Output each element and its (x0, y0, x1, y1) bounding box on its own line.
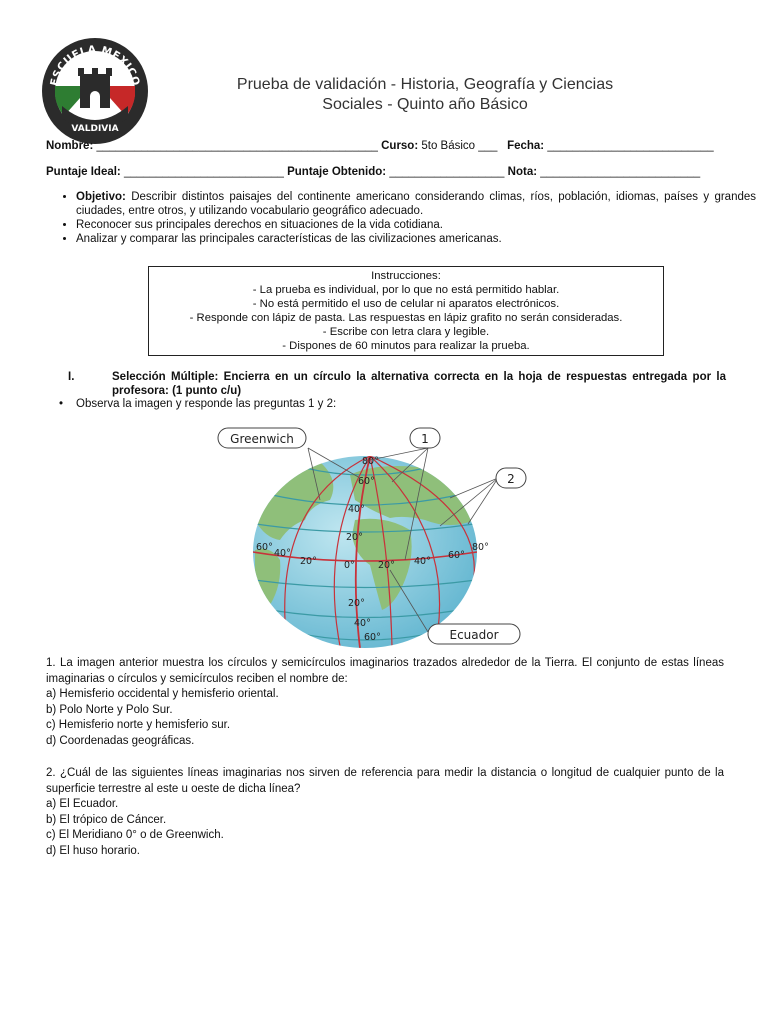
curso-label: Curso: (381, 140, 419, 152)
objective-text: Reconocer sus principales derechos en situaciones de la vida cotidiana. (76, 219, 443, 231)
logo-bottom-text: VALDIVIA (71, 124, 119, 134)
puntaje-ideal-field[interactable]: _________________________ (123, 166, 284, 178)
observe-instruction (46, 398, 726, 410)
page-title-line1: Prueba de validación - Historia, Geografía y Ciencias (236, 76, 614, 93)
lon-label: 0° (344, 560, 355, 571)
globe-figure (210, 420, 540, 650)
nombre-label: Nombre: (46, 140, 94, 152)
lon-label: 60° (256, 542, 273, 553)
answer-option[interactable]: d) Coordenadas geográficas. (46, 734, 195, 747)
question-stem: 1. La imagen anterior muestra los círculos y semicírculos imaginarios trazados alrededor de la Tierra. El conjunto de estas líneas imaginarias o círculos y semicírculos reciben el nombre de: (46, 657, 724, 685)
lon-label: 20° (300, 556, 317, 567)
answer-option[interactable]: c) Hemisferio norte y hemisferio sur. (46, 719, 231, 732)
answer-option[interactable]: a) El Ecuador. (46, 798, 119, 811)
lat-label: 40° (354, 618, 371, 629)
nombre-field[interactable]: ____________________________________________ (96, 140, 378, 152)
page-title-line2: Sociales - Quinto año Básico (322, 96, 528, 113)
question-stem: 2. ¿Cuál de las siguientes líneas imaginarias nos sirven de referencia para medir la distancia o longitud de cualquier punto de la superficie terrestre al este u oeste de dicha línea? (46, 767, 724, 795)
objective-item (76, 190, 756, 218)
objective-item (76, 232, 756, 246)
logo-year: 1890 (83, 111, 107, 120)
ecuador-callout (428, 624, 520, 644)
instruction-item: - No está permitido el uso de celular ni aparatos electrónicos. (252, 298, 560, 310)
lat-label: 20° (348, 598, 365, 609)
lat-label: 60° (364, 632, 381, 643)
answer-option[interactable]: a) Hemisferio occidental y hemisferio oriental. (46, 688, 279, 701)
nota-label: Nota: (507, 166, 538, 178)
lat-label: 20° (346, 532, 363, 543)
lat-label: 60° (358, 476, 375, 487)
answer-option[interactable]: c) El Meridiano 0° o de Greenwich. (46, 829, 224, 842)
lon-label: 80° (472, 542, 489, 553)
fecha-field[interactable]: __________________________ (547, 140, 714, 152)
lon-label: 20° (378, 560, 395, 571)
instructions-box (148, 266, 664, 356)
answer-option[interactable]: b) Polo Norte y Polo Sur. (46, 703, 173, 716)
instruction-item: - La prueba es individual, por lo que no está permitido hablar. (252, 284, 560, 296)
ecuador-label: Ecuador (449, 628, 499, 642)
student-info-row (46, 140, 736, 152)
callout-1 (410, 428, 440, 448)
curso-field[interactable]: 5to Básico ___ (421, 140, 498, 152)
instruction-item: - Dispones de 60 minutos para realizar la prueba. (282, 340, 530, 352)
fecha-label: Fecha: (507, 140, 545, 152)
puntaje-obtenido-label: Puntaje Obtenido: (287, 166, 387, 178)
lat-label: 40° (348, 504, 365, 515)
callout-2 (496, 468, 526, 488)
logo-top-text: ESCUELA MEXICO (48, 43, 142, 88)
score-info-row (46, 166, 736, 178)
lat-label: 80° (362, 456, 379, 467)
callout-2-label: 2 (507, 472, 515, 486)
observe-text: Observa la imagen y responde las preguntas 1 y 2: (76, 398, 337, 410)
objective-text: Analizar y comparar las principales características de las civilizaciones americanas. (76, 233, 502, 245)
lon-label: 60° (448, 550, 465, 561)
objective-text: Describir distintos paisajes del continente americano considerando climas, ríos, población, idiomas, países y grandes ciudades, entre otros, y utilizando vocabulario geográfico adecuado. (76, 191, 757, 217)
section-heading (46, 370, 726, 398)
bullet-icon: • (58, 398, 64, 410)
instructions-title: Instrucciones: (371, 270, 441, 282)
section-number: I. (68, 371, 75, 383)
greenwich-callout (218, 428, 306, 448)
callout-1-label: 1 (421, 432, 429, 446)
question-2 (46, 766, 724, 860)
puntaje-obtenido-field[interactable]: __________________ (389, 166, 505, 178)
section-text: Selección Múltiple: Encierra en un círculo la alternativa correcta en la hoja de respuestas entregada por la profesora: (1 punto c/u) (112, 371, 726, 397)
question-1 (46, 656, 724, 750)
answer-option[interactable]: d) El huso horario. (46, 844, 140, 857)
answer-option[interactable]: b) El trópico de Cáncer. (46, 813, 167, 826)
school-logo (40, 36, 150, 146)
instruction-item: - Responde con lápiz de pasta. Las respuestas en lápiz grafito no serán consideradas. (189, 312, 623, 324)
lon-label: 40° (274, 548, 291, 559)
objective-item (76, 218, 756, 232)
greenwich-label: Greenwich (230, 432, 294, 446)
objectives-list (46, 190, 756, 246)
nota-field[interactable]: _________________________ (540, 166, 701, 178)
objective-label: Objetivo: (76, 191, 126, 203)
lon-label: 40° (414, 556, 431, 567)
instruction-item: - Escribe con letra clara y legible. (322, 326, 490, 338)
puntaje-ideal-label: Puntaje Ideal: (46, 166, 121, 178)
